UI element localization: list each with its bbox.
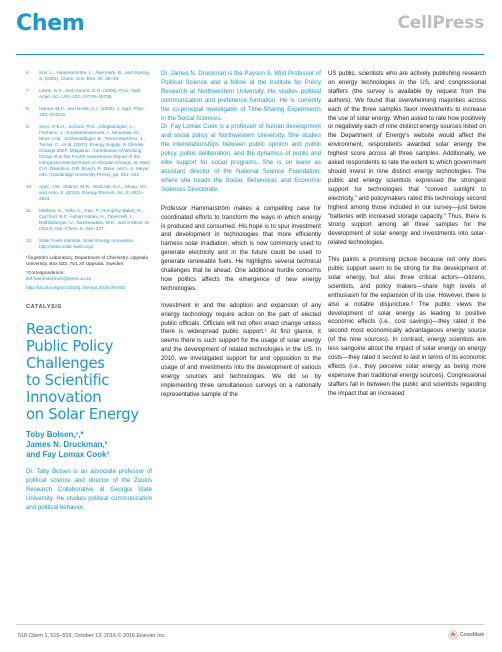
reference-item[interactable] <box>26 238 152 250</box>
crossmark-icon <box>448 630 458 640</box>
title-line: Public Policy <box>26 338 114 355</box>
left-column <box>26 70 152 513</box>
body-paragraph: US public, scientists who are actively publishing research on energy technologies in the US, and congressional staffers (the survey is available by request from the authors). We found that overwhelming majorities across each of the three samples favor investments to increase the use of solar energy. When asked to rate how positively or negatively each of nine distinct energy sources listed on the Department of Energy's website would affect the environment, respondents awarded solar energy the highest score across all three samples. Additionally, we asked respondents to rate the extent to which government should invest in nine distinct energy technologies. The public and energy scientists expressed the strongest support for technologies that "convert sunlight to electricity," and policymakers rated this technology second highest among those included in our survey—just below "batteries with increased storage capacity." Thus, there is strong support among all three samples for the development of solar energy and investments into solar-related technologies. <box>328 70 486 247</box>
reference-text: Sims, R.E.H., Schock, R.N., Adegbululgbe, A., Fenhann, J., Konstantinaviciute, I., Moomaw, W., Nimir, H.B., Schlamadinger, B., Torres-Martínez, J., Turner, C., et al. (2007). Energy Supply. In Climate Change 2007: Mitigation. Contribution of Working Group III to the Fourth Assessment Report of the Intergovernmental Panel on Climate Change, B. Metz, O.R. Davidson, P.R. Bosch, R. Dave, and L.A. Meyer, eds. (Cambridge University Press), pp. 251–322. <box>39 124 152 177</box>
title-line: to Scientific <box>26 372 110 389</box>
header-divider <box>16 54 484 55</box>
body-paragraph: Investment in and the adoption and expansion of any energy technology require action on the part of elected public officials. Officials will not often enact change unless there is widespread public support.¹ At first glance, it seems there is such support for the usage of solar energy and the development of related technologies in the US. In 2010, we investigated support for and opposition to the usage of and investments into the development of various energy sources and technologies. We did so by implementing three simultaneous surveys on a nationally representative sample of the <box>161 301 321 398</box>
author-bio: Dr. James N. Druckman is the Payson S. Wild Professor of Political Science and a fellow at the Institute for Policy Research at Northwestern University. He studies political communication and preference formation. He is currently the co-principal investigator of Time-Sharing Experiments in the Social Sciences. <box>161 70 321 122</box>
reference-item[interactable] <box>26 124 152 178</box>
reference-number: 8. <box>26 106 30 111</box>
middle-column <box>161 70 321 400</box>
reference-text: Lewis, N.S., and Nocera, D.G. (2006). Proc. Natl. Acad. Sci. USA 103, 15729–15735. <box>39 88 142 99</box>
title-line: on Solar Energy <box>26 406 139 423</box>
body-paragraph: Professor Hammarström makes a compelling case for coordinated efforts to transform the ways in which energy is produced and consumed. His hope is to spur investment and development in technologies that more efficiently harness solar irradiation, which is now commonly used to generate electricity and in the future could be used to generate renewable fuels. He highlights several technical challenges that lie ahead. One additional hurdle concerns how politics affects the emergence of new energy technologies. <box>161 204 321 292</box>
body-paragraph: This paints a promising picture because not only does public support seem to be strong for the development of solar energy, but also three critical actors—citizens, scientists, and policy makers—share high levels of enthusiasm for the expansion of its use. However, there is also a notable disjuncture.² The public views the development of solar energy as leading to positive economic effects (i.e., cost savings)—they rated it the second most economically advantageous energy source (of the nine sources). In contrast, energy scientists are less sanguine about the impact of solar energy on energy costs—they rated it second to last in terms of its economic effects (i.e., they perceive solar energy as being more expensive than traditional energy sources). Congressional staffers fall in between the public and scientists regarding the impact that an increased <box>328 256 486 397</box>
reference-text: Sun, L., Hammarström, L., Åkermark, B., and Styring, S. (2001). Chem. Soc. Rev. 30, 36–49. <box>39 70 150 81</box>
title-line: Reaction: <box>26 321 93 338</box>
reference-text: Solar Fuels Institute. Solar Energy Innovation. http://www.solar-fuels.org/. <box>39 238 135 249</box>
correspondence-label: *Correspondence: leif.hammarstrom@kemi.uu.se <box>26 271 92 282</box>
page-footer <box>0 624 502 644</box>
footer-divider <box>16 624 484 625</box>
reference-text: Hanna, M.C., and Nozik, A.J. (2006). J. Appl. Phys. 100, 074510. <box>39 106 146 117</box>
title-line: Challenges <box>26 355 105 372</box>
reference-list <box>26 70 152 250</box>
correspondence-email-link[interactable]: leif.hammarstrom@kemi.uu.se <box>26 277 92 282</box>
publisher-logo[interactable]: CellPress <box>397 13 484 33</box>
section-label: CATALYSIS <box>26 304 62 310</box>
crossmark-label: CrossMark <box>459 632 484 638</box>
reference-number: 10. <box>26 184 33 189</box>
author-bio: Dr. Fay Lomax Cook is a professor of human development and social policy at Northwestern University. She studies the interrelationships between public opinion and public policy, public deliberation, and the dynamics of public and elite support for social programs. She is on leave as assistant director of the National Science Foundation, where she heads the Social, Behavioral, and Economic Sciences Directorate. <box>161 123 321 193</box>
footer-citation: 518 Chem 1, 515–519, October 13, 2016 © 2016 Elsevier Inc. <box>18 633 166 639</box>
author-bio: Dr. Toby Bolsen is an associate professor of political science and director of the Zoukis Research Collaborative at Georgia State University. He studies political communication and political behavior. <box>26 468 152 511</box>
reference-number: 9. <box>26 124 30 129</box>
affiliation-text: ¹Ångström Laboratory, Department of Chemistry, Uppsala University, Box 523, 751 20 Uppsala, Sweden <box>26 256 148 267</box>
reference-item[interactable] <box>26 184 152 202</box>
doi-link[interactable]: http://dx.doi.org/10.1016/j.chempr.2016.09.002 <box>26 286 126 291</box>
reference-number: 7. <box>26 88 30 93</box>
crossmark-badge[interactable] <box>448 630 484 640</box>
author-line[interactable]: Toby Bolsen,¹,* <box>26 430 84 439</box>
reference-item[interactable] <box>26 208 152 232</box>
title-line: Innovation <box>26 389 102 406</box>
reference-number: 11. <box>26 208 33 213</box>
journal-name[interactable]: Chem <box>16 11 85 36</box>
affiliation-block <box>26 256 152 292</box>
reference-text: Mathew, S., Yella, A., Gao, P., Humphry-Baker, R., Curchod, B.F., Ashari-Astani, N., Tavernelli, I., Rothlisberger, U., Nazeeruddin, M.K., and Grätzel, M. (2014). Nat. Chem. 6, 242–247. <box>39 208 150 231</box>
reference-item[interactable] <box>26 106 152 118</box>
article-title <box>26 321 152 423</box>
reference-item[interactable] <box>26 88 152 100</box>
reference-number: 12. <box>26 238 33 243</box>
author-line[interactable]: James N. Druckman,² <box>26 440 108 449</box>
author-line[interactable]: and Fay Lomax Cook³ <box>26 450 110 459</box>
author-list <box>26 430 152 460</box>
reference-text: Ager, J.W., Shaner, M.R., Walczak, K.A., Sharp, I.D., and Ardo, S. (2015). Energy Environ. Sci. 8, 2811–2824. <box>39 184 149 201</box>
right-column <box>328 70 486 399</box>
reference-number: 6. <box>26 70 30 75</box>
reference-item[interactable] <box>26 70 152 82</box>
page-header <box>0 0 502 60</box>
